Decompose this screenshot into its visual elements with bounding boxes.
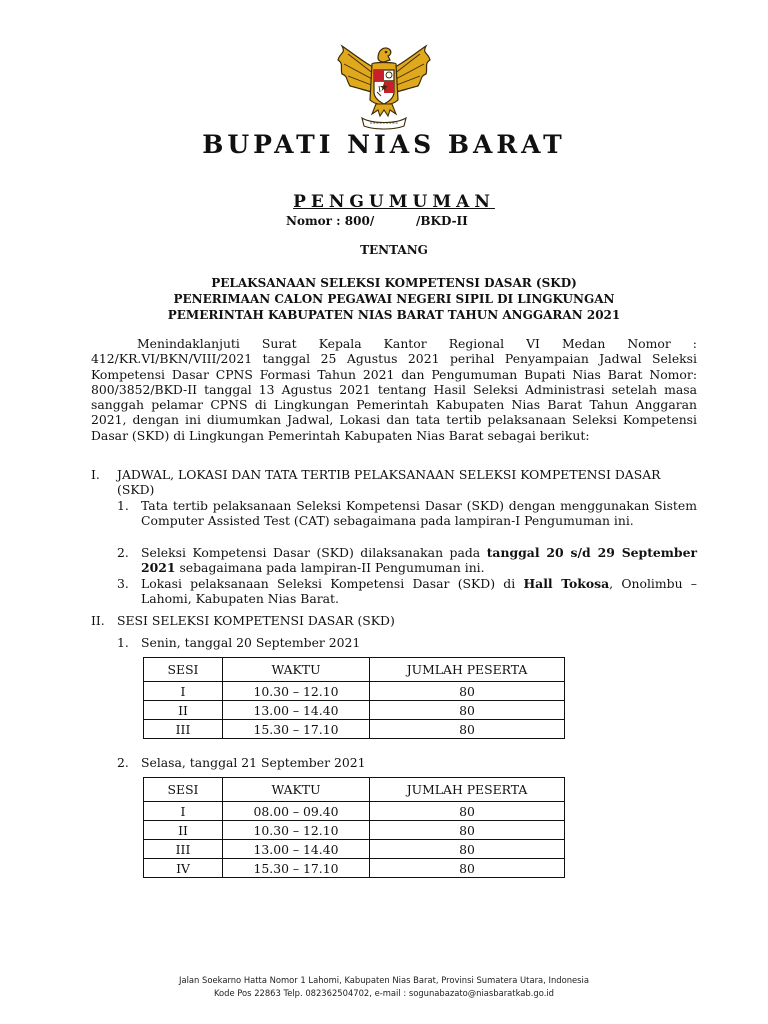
cell-waktu: 13.00 – 14.40 — [223, 840, 370, 859]
section-title: JADWAL, LOKASI DAN TATA TERTIB PELAKSANAAN SELEKSI KOMPETENSI DASAR (SKD) — [117, 467, 661, 498]
section-number: II. — [91, 613, 105, 628]
day-text: Senin, tanggal 20 September 2021 — [141, 635, 361, 650]
day-text: Selasa, tanggal 21 September 2021 — [141, 755, 366, 770]
cell-waktu: 13.00 – 14.40 — [223, 701, 370, 720]
table-row — [144, 682, 565, 701]
session-table-day-2 — [143, 777, 565, 878]
cell-sesi: I — [144, 682, 223, 701]
subject-line: PELAKSANAAN SELEKSI KOMPETENSI DASAR (SKD) — [211, 276, 577, 290]
cell-waktu: 15.30 – 17.10 — [223, 720, 370, 739]
cell-sesi: I — [144, 802, 223, 821]
item-text-post: , Onolimbu – Lahomi, Kabupaten Nias Barat. — [141, 576, 697, 607]
table-row — [144, 859, 565, 878]
table-row — [144, 821, 565, 840]
cell-sesi: III — [144, 840, 223, 859]
footer-line-address: Jalan Soekarno Hatta Nomor 1 Lahomi, Kabupaten Nias Barat, Provinsi Sumatera Utara, Indonesia — [179, 975, 589, 985]
section-title: SESI SELEKSI KOMPETENSI DASAR (SKD) — [117, 613, 395, 628]
section-number: I. — [91, 467, 100, 482]
table-header-row — [144, 658, 565, 682]
cell-jumlah: 80 — [370, 840, 565, 859]
table-row — [144, 840, 565, 859]
subject-block — [0, 275, 768, 323]
item-text — [141, 576, 697, 607]
table-row — [144, 802, 565, 821]
column-header-waktu: WAKTU — [223, 778, 370, 802]
cell-waktu: 10.30 – 12.10 — [223, 682, 370, 701]
item-text — [141, 545, 697, 576]
table-header-row — [144, 778, 565, 802]
cell-waktu: 15.30 – 17.10 — [223, 859, 370, 878]
column-header-jumlah: JUMLAH PESERTA — [370, 658, 565, 682]
day-number: 2. — [117, 755, 129, 770]
item-text: Tata tertib pelaksanaan Seleksi Kompetensi Dasar (SKD) dengan menggunakan Sistem Computer Assisted Test (CAT) sebagaimana pada lampiran-I Pengumuman ini. — [141, 498, 697, 529]
item-text-pre: Seleksi Kompetensi Dasar (SKD) dilaksanakan pada — [141, 545, 487, 560]
cell-sesi: II — [144, 821, 223, 840]
footer-address — [0, 974, 768, 1000]
cell-jumlah: 80 — [370, 821, 565, 840]
cell-sesi: IV — [144, 859, 223, 878]
footer-line-contact: Kode Pos 22863 Telp. 082362504702, e-mail : sogunabazato@niasbaratkab.go.id — [213, 988, 555, 998]
document-number: Nomor : 800/ /BKD-II — [286, 214, 468, 228]
table-row — [144, 701, 565, 720]
cell-jumlah: 80 — [370, 701, 565, 720]
table-row — [144, 720, 565, 739]
cell-jumlah: 80 — [370, 720, 565, 739]
cell-jumlah: 80 — [370, 859, 565, 878]
cell-jumlah: 80 — [370, 802, 565, 821]
intro-paragraph — [91, 336, 697, 443]
tentang-heading: TENTANG — [360, 243, 428, 257]
cell-sesi: III — [144, 720, 223, 739]
column-header-jumlah: JUMLAH PESERTA — [370, 778, 565, 802]
cell-jumlah: 80 — [370, 682, 565, 701]
item-text-pre: Lokasi pelaksanaan Seleksi Kompetensi Dasar (SKD) di — [141, 576, 524, 591]
intro-text: Menindaklanjuti Surat Kepala Kantor Regional VI Medan Nomor : 412/KR.VI/BKN/VIII/2021 tanggal 25 Agustus 2021 perihal Penyampaian Jadwal Seleksi Kompetensi Dasar CPNS Formasi Tahun 2021 dan Pengumuman Bupati Nias Barat Nomor: 800/3852/BKD-II tanggal 13 Agustus 2021 tentang Hasil Seleksi Administrasi setelah masa sanggah pelamar CPNS di Lingkungan Pemerintah Kabupaten Nias Barat Tahun Anggaran 2021, dengan ini diumumkan Jadwal, Lokasi dan tata tertib pelaksanaan Seleksi Kompetensi Dasar (SKD) di Lingkungan Pemerintah Kabupaten Nias Barat sebagai berikut: — [91, 336, 697, 443]
item-number: 3. — [117, 576, 129, 591]
garuda-emblem-icon — [334, 40, 434, 132]
column-header-waktu: WAKTU — [223, 658, 370, 682]
item-text-post: sebagaimana pada lampiran-II Pengumuman ini. — [175, 560, 485, 576]
subject-line: PENERIMAAN CALON PEGAWAI NEGERI SIPIL DI LINGKUNGAN — [173, 292, 615, 306]
cell-sesi: II — [144, 701, 223, 720]
session-table-day-1 — [143, 657, 565, 739]
cell-waktu: 10.30 – 12.10 — [223, 821, 370, 840]
item-number: 1. — [117, 498, 129, 513]
day-number: 1. — [117, 635, 129, 650]
column-header-sesi: SESI — [144, 778, 223, 802]
subject-line: PEMERINTAH KABUPATEN NIAS BARAT TAHUN ANGGARAN 2021 — [167, 308, 621, 322]
column-header-sesi: SESI — [144, 658, 223, 682]
item-location-highlight: Hall Tokosa — [523, 576, 610, 591]
org-title: BUPATI NIAS BARAT — [202, 130, 566, 159]
cell-waktu: 08.00 – 09.40 — [223, 802, 370, 821]
item-number: 2. — [117, 545, 129, 560]
item-date-highlight: tanggal 20 s/d 29 September 2021 — [141, 545, 697, 576]
document-title: PENGUMUMAN — [293, 192, 495, 212]
